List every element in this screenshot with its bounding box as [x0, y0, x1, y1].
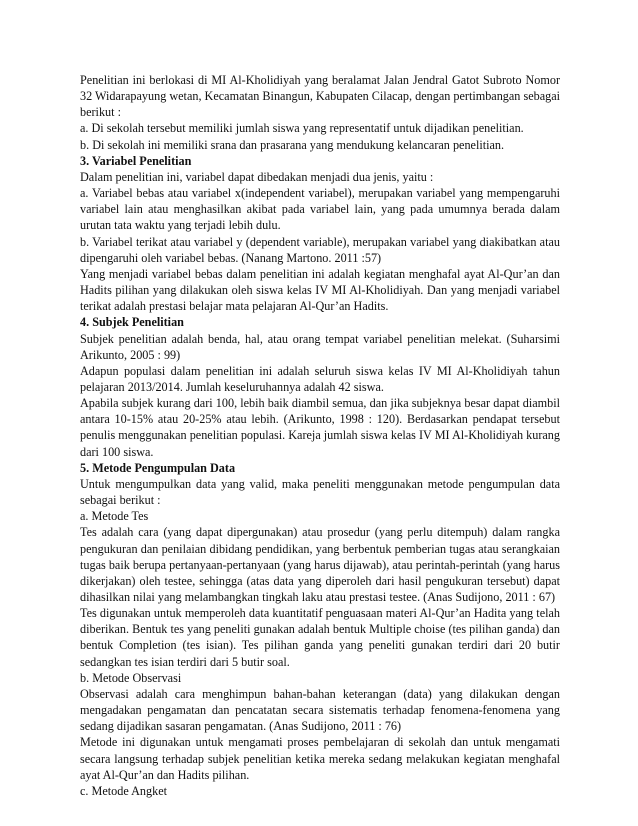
list-item-c-metode-angket: c. Metode Angket — [80, 783, 167, 798]
list-item-a-siswa: a. Di sekolah tersebut memiliki jumlah siswa yang representatif untuk dijadikan penelitian. — [80, 121, 524, 136]
paragraph-penggunaan-observasi: Metode ini digunakan untuk mengamati proses pembelajaran di sekolah dan untuk mengamati secara langsung terhadap subjek penelitian ketika mereka sedang melakukan kegiatan menghafal ayat Al-Qur’an dan Hadits pilihan. — [80, 735, 560, 782]
document-page — [80, 72, 560, 799]
paragraph-definisi-observasi: Observasi adalah cara menghimpun bahan-bahan keterangan (data) yang dilakukan dengan mengadakan pengamatan dan pencatatan secara sistematis terhadap fenomena-fenomena yang sedang dijadikan sasaran pengamatan. (Anas Sudijono, 2011 : 76) — [80, 686, 560, 734]
list-item-a-metode-tes: a. Metode Tes — [80, 509, 149, 524]
paragraph-subjek-definisi: Subjek penelitian adalah benda, hal, atau orang tempat variabel penelitian melekat. (Suharsimi Arikunto, 2005 : 99) — [80, 331, 560, 362]
paragraph-definisi-tes: Tes adalah cara (yang dapat dipergunakan) atau prosedur (yang perlu ditempuh) dalam rangka pengukuran dan penilaian dibidang pendidikan, yang berbentuk pemberian tugas atau serangkaian tugas baik berupa pertanyaan-pertanyaan (yang harus dijawab), atau perintah-perintah (yang harus dikerjakan) oleh testee, sehingga (atas data yang diperoleh dari hasil pengukuran tersebut) dapat dihasilkan nilai yang melambangkan tingkah laku atau prestasi testee. (Anas Sudijono, 2011 : 67) — [80, 525, 560, 604]
heading-subjek-penelitian: 4. Subjek Penelitian — [80, 315, 184, 330]
heading-metode-pengumpulan-data: 5. Metode Pengumpulan Data — [80, 460, 236, 475]
paragraph-jumlah-subjek: Apabila subjek kurang dari 100, lebih baik diambil semua, dan jika subjeknya besar dapat diambil antara 10-15% atau 20-25% atau lebih. (Arikunto, 1998 : 120). Berdasarkan pendapat tersebut penulis menggunakan penelitian populasi. Kareja jumlah siswa kelas IV MI Al-Kholidiyah kurang dari 100 siswa. — [80, 396, 560, 459]
list-item-b-metode-observasi: b. Metode Observasi — [80, 670, 182, 685]
list-item-b-sarana: b. Di sekolah ini memiliki srana dan prasarana yang mendukung kelancaran penelitian. — [80, 137, 505, 152]
paragraph-lokasi: Penelitian ini berlokasi di MI Al-Kholidiyah yang beralamat Jalan Jendral Gatot Subroto Nomor 32 Widarapayung wetan, Kecamatan Binangun, Kabupaten Cilacap, dengan pertimbangan sebagai berikut : — [80, 73, 560, 120]
list-item-b-variabel-terikat: b. Variabel terikat atau variabel y (dependent variable), merupakan variabel yang diakibatkan atau dipengaruhi oleh variabel bebas. (Nanang Martono. 2011 :57) — [80, 234, 560, 265]
paragraph-variabel-intro: Dalam penelitian ini, variabel dapat dibedakan menjadi dua jenis, yaitu : — [80, 169, 434, 184]
paragraph-pengumpulan-intro: Untuk mengumpulkan data yang valid, maka peneliti menggunakan metode pengumpulan data sebagai berikut : — [80, 476, 560, 508]
paragraph-penggunaan-tes: Tes digunakan untuk memperoleh data kuantitatif penguasaan materi Al-Qur’an Hadita yang telah diberikan. Bentuk tes yang peneliti gunakan adalah bentuk Multiple choise (tes pilihan ganda) dan bentuk Completion (tes isian). Tes pilihan ganda yang peneliti gunakan terdiri dari 20 butir sedangkan tes isian terdiri dari 5 butir soal. — [80, 606, 560, 669]
paragraph-populasi: Adapun populasi dalam penelitian ini adalah seluruh siswa kelas IV MI Al-Kholidiyah tahun pelajaran 2013/2014. Jumlah keseluruhannya adalah 42 siswa. — [80, 363, 560, 394]
paragraph-variabel-penelitian-ini: Yang menjadi variabel bebas dalam penelitian ini adalah kegiatan menghafal ayat Al-Qur’an dan Hadits pilihan yang dilakukan oleh siswa kelas IV MI Al-Kholidiyah. Dan yang menjadi variabel terikat adalah prestasi belajar mata pelajaran Al-Qur’an Hadits. — [80, 266, 560, 314]
list-item-a-variabel-bebas: a. Variabel bebas atau variabel x(independent variabel), merupakan variabel yang mempengaruhi variabel lain atau menghasilkan akibat pada variabel lain, yang pada umumnya berada dalam urutan tata waktu yang terjadi lebih dulu. — [80, 186, 560, 233]
heading-variabel-penelitian: 3. Variabel Penelitian — [80, 153, 192, 168]
